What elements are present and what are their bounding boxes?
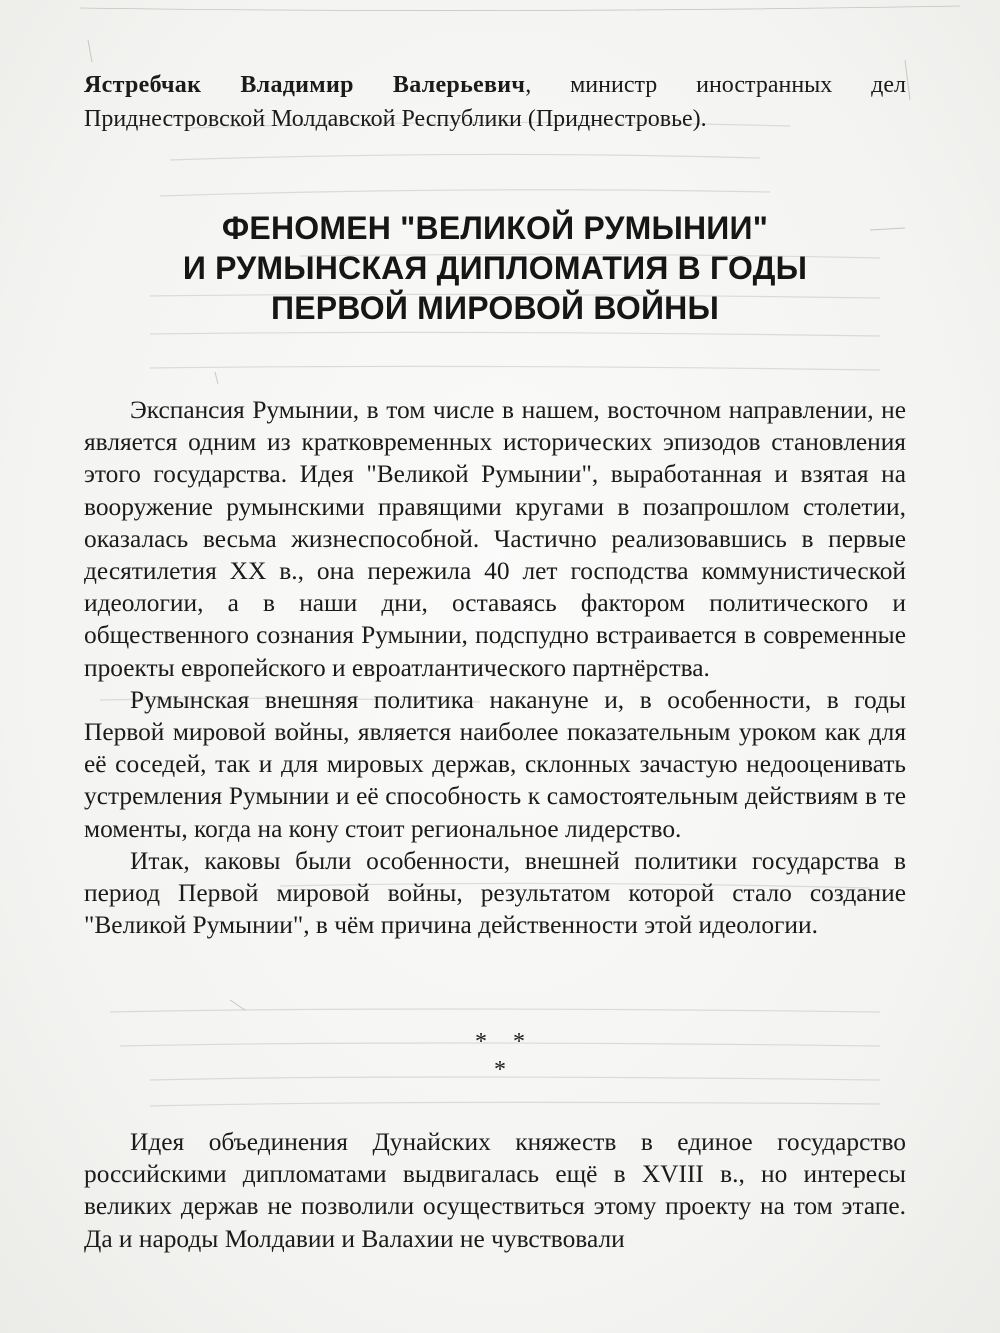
title-line-3: ПЕРВОЙ МИРОВОЙ ВОЙНЫ bbox=[271, 290, 719, 326]
chapter-title bbox=[84, 208, 906, 328]
author-line bbox=[84, 68, 906, 136]
author-description: , министр иностранных дел Приднестровской Молдавской Республики (Приднестровье). bbox=[84, 72, 906, 132]
separator-stars-row-2: * bbox=[494, 1057, 506, 1083]
title-line-2: И РУМЫНСКАЯ ДИПЛОМАТИЯ В ГОДЫ bbox=[182, 250, 808, 286]
separator-stars-row-1: ** bbox=[475, 1029, 551, 1055]
paragraph: Румынская внешняя политика накануне и, в особенности, в годы Первой мировой войны, является наиболее показательным уроком как для её соседей, так и для мировых держав, склонных зачастую недооценивать устремления Румынии и её способность к самостоятельным действиям в те моменты, когда на кону стоит региональное лидерство. bbox=[84, 685, 906, 843]
title-line-1: ФЕНОМЕН "ВЕЛИКОЙ РУМЫНИИ" bbox=[221, 210, 769, 246]
body-text-continued bbox=[84, 1126, 906, 1255]
paragraph: Экспансия Румынии, в том числе в нашем, восточном направлении, не является одним из кратковременных исторических эпизодов становления этого государства. Идея "Великой Румынии", выработанная и взятая на вооружение румынскими правящими кругами в позапрошлом столетии, оказалась весьма жизнеспособной. Частично реализовавшись в первые десятилетия XX в., она пережила 40 лет господства коммунистической идеологии, а в наши дни, оставаясь фактором политического и общественного сознания Румынии, подспудно встраивается в современные проекты европейского и евроатлантического партнёрства. bbox=[84, 396, 906, 682]
section-separator bbox=[0, 1028, 1000, 1084]
paragraph: Итак, каковы были особенности, внешней политики государства в период Первой мировой войны, результатом которой стало создание "Великой Румынии", в чём причина действенности этой идеологии. bbox=[84, 846, 906, 940]
paragraph: Идея объединения Дунайских княжеств в единое государство российскими дипломатами выдвигалась ещё в XVIII в., но интересы великих держав не позволили осуществиться этому проекту на том этапе. Да и народы Молдавии и Валахии не чувствовали bbox=[84, 1128, 906, 1253]
body-text bbox=[84, 394, 906, 941]
author-name: Ястребчак Владимир Валерьевич bbox=[84, 72, 526, 98]
